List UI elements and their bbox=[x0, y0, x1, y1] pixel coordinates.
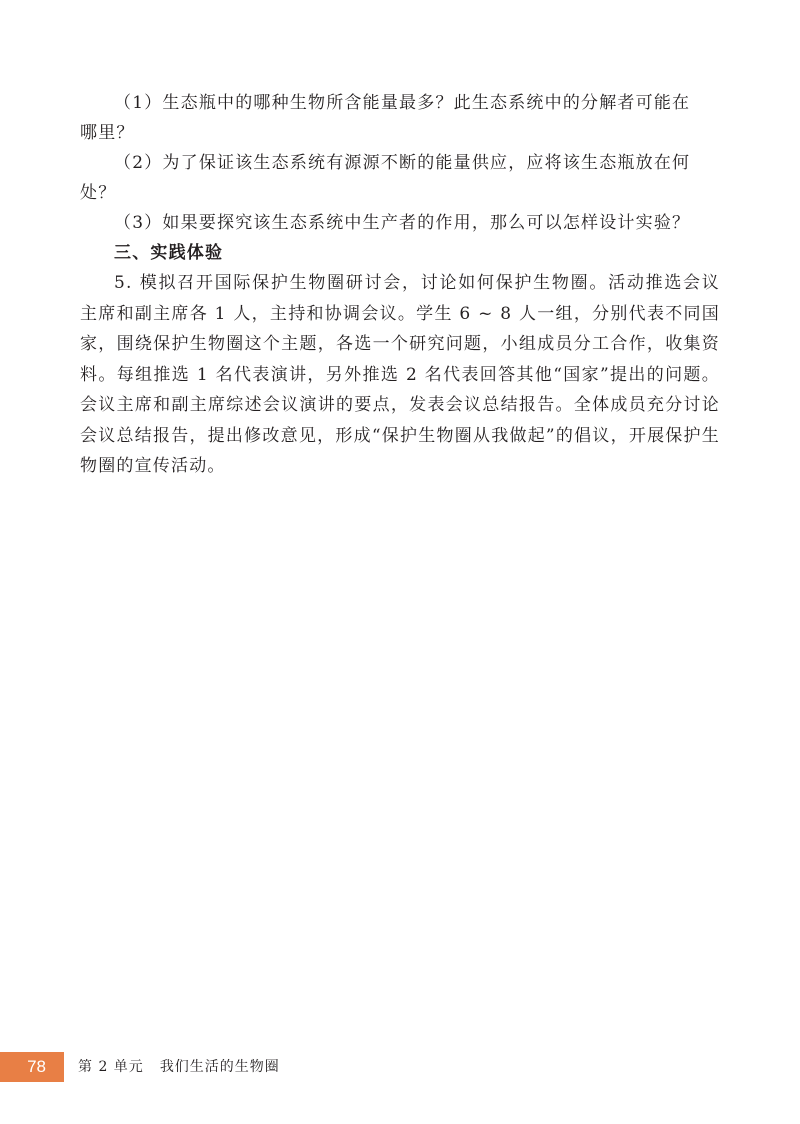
page-footer bbox=[0, 1052, 800, 1082]
question-3: （3）如果要探究该生态系统中生产者的作用，那么可以怎样设计实验？ bbox=[114, 213, 691, 233]
page-content bbox=[80, 88, 720, 482]
page-number: 78 bbox=[0, 1052, 64, 1082]
question-1-continued: 哪里？ bbox=[80, 123, 135, 143]
question-2: （2）为了保证该生态系统有源源不断的能量供应，应将该生态瓶放在何处？ bbox=[80, 153, 691, 203]
unit-number: 第 2 单元 bbox=[78, 1059, 144, 1075]
question-1: （1）生态瓶中的哪种生物所含能量最多？此生态系统中的分解者可能在 bbox=[114, 93, 691, 113]
chapter-label bbox=[78, 1052, 280, 1082]
unit-title: 我们生活的生物圈 bbox=[159, 1059, 280, 1075]
activity-paragraph: 5. 模拟召开国际保护生物圈研讨会，讨论如何保护生物圈。活动推选会议主席和副主席各 1 人，主持和协调会议。学生 6 ~ 8 人一组，分别代表不同国家，围绕保护生物圈这个主题，各选一个研究问题，小组成员分工合作，收集资料。每组推选 1 名代表演讲，另外推选 2 名代表回答其他“国家”提出的问题。会议主席和副主席综述会议演讲的要点，发表会议总结报告。全体成员充分讨论会议总结报告，提出修改意见，形成“保护生物圈从我做起”的倡议，开展保护生物圈的宣传活动。 bbox=[80, 273, 720, 476]
section-heading: 三、实践体验 bbox=[114, 243, 224, 263]
